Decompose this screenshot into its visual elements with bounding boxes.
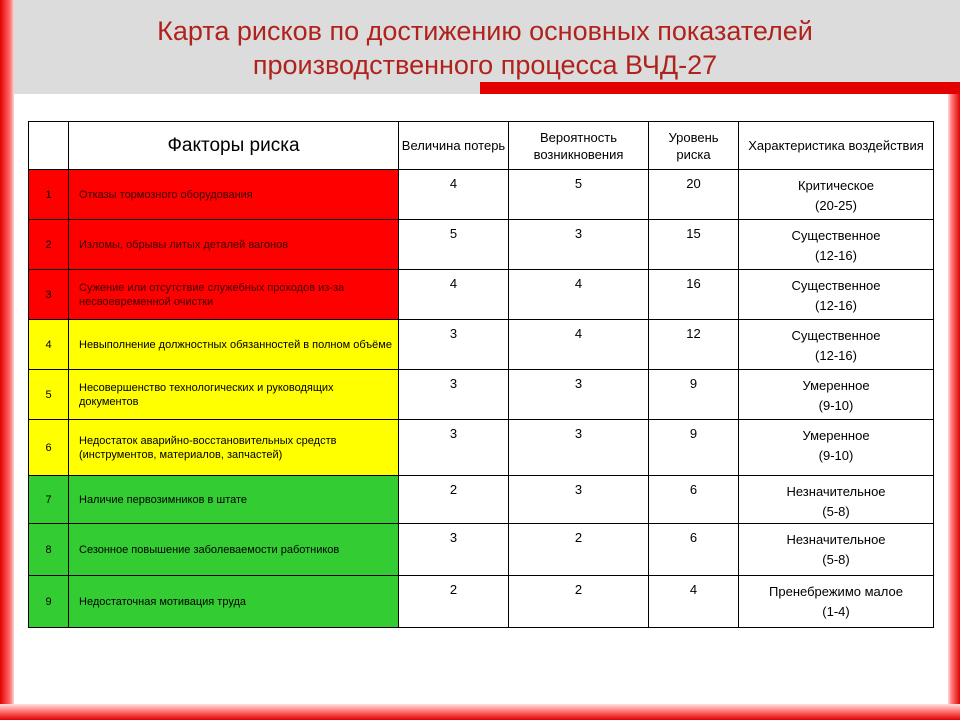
risk-level-value: 4 <box>649 576 739 628</box>
impact-range: (1-4) <box>822 604 850 619</box>
impact-label: Критическое <box>797 178 875 193</box>
risk-table <box>28 121 934 628</box>
impact-range: (5-8) <box>822 504 850 519</box>
risk-level-value: 16 <box>649 270 739 320</box>
impact-label: Умеренное <box>802 378 870 393</box>
probability-value: 4 <box>509 270 649 320</box>
risk-factor: Сужение или отсутствие служебных проходов из-за несвоевременной очистки <box>69 270 399 320</box>
table-row <box>29 576 934 628</box>
impact-label: Существенное <box>791 278 881 293</box>
risk-factor: Невыполнение должностных обязанностей в полном объёме <box>69 320 399 370</box>
header-probability: Вероятность возникновения <box>509 122 649 170</box>
impact-characteristic <box>739 476 934 524</box>
impact-range: (9-10) <box>818 398 854 413</box>
impact-range: (12-16) <box>815 348 857 363</box>
impact-characteristic <box>739 270 934 320</box>
impact-label: Незначительное <box>786 484 886 499</box>
probability-value: 4 <box>509 320 649 370</box>
impact-characteristic <box>739 170 934 220</box>
risk-factor: Недостаточная мотивация труда <box>69 576 399 628</box>
impact-range: (5-8) <box>822 552 850 567</box>
risk-level-value: 6 <box>649 524 739 576</box>
impact-characteristic <box>739 220 934 270</box>
impact-characteristic <box>739 370 934 420</box>
probability-value: 3 <box>509 220 649 270</box>
row-number: 1 <box>29 170 69 220</box>
probability-value: 5 <box>509 170 649 220</box>
header-white-gap <box>14 94 948 100</box>
header-level: Уровень риска <box>649 122 739 170</box>
header-factor: Факторы риска <box>69 122 399 170</box>
left-red-border <box>0 0 14 720</box>
risk-factor: Наличие первозимников в штате <box>69 476 399 524</box>
risk-level-value: 20 <box>649 170 739 220</box>
risk-level-value: 9 <box>649 420 739 476</box>
impact-range: (9-10) <box>818 448 854 463</box>
header-impact: Характеристика воздействия <box>739 122 934 170</box>
loss-value: 4 <box>399 270 509 320</box>
loss-value: 3 <box>399 370 509 420</box>
risk-factor: Недостаток аварийно-восстановительных средств (инструментов, материалов, запчастей) <box>69 420 399 476</box>
probability-value: 2 <box>509 524 649 576</box>
impact-label: Существенное <box>791 228 881 243</box>
impact-range: (12-16) <box>815 248 857 263</box>
loss-value: 2 <box>399 576 509 628</box>
table-row <box>29 220 934 270</box>
bottom-red-border <box>0 704 960 720</box>
row-number: 2 <box>29 220 69 270</box>
impact-label: Незначительное <box>786 532 886 547</box>
impact-characteristic <box>739 524 934 576</box>
loss-value: 3 <box>399 524 509 576</box>
row-number: 6 <box>29 420 69 476</box>
table-row <box>29 170 934 220</box>
header-num <box>29 122 69 170</box>
row-number: 3 <box>29 270 69 320</box>
risk-factor: Отказы тормозного оборудования <box>69 170 399 220</box>
header-red-stripe <box>480 82 960 94</box>
risk-level-value: 9 <box>649 370 739 420</box>
loss-value: 2 <box>399 476 509 524</box>
table-row <box>29 320 934 370</box>
probability-value: 3 <box>509 420 649 476</box>
loss-value: 5 <box>399 220 509 270</box>
table-row <box>29 270 934 320</box>
loss-value: 4 <box>399 170 509 220</box>
risk-factor: Сезонное повышение заболеваемости работников <box>69 524 399 576</box>
impact-characteristic <box>739 420 934 476</box>
row-number: 8 <box>29 524 69 576</box>
impact-label: Умеренное <box>802 428 870 443</box>
table-row <box>29 420 934 476</box>
risk-level-value: 6 <box>649 476 739 524</box>
row-number: 4 <box>29 320 69 370</box>
risk-level-value: 15 <box>649 220 739 270</box>
right-red-border <box>948 94 960 720</box>
loss-value: 3 <box>399 320 509 370</box>
risk-factor: Изломы, обрывы литых деталей вагонов <box>69 220 399 270</box>
title-line-2: производственного процесса ВЧД-27 <box>252 50 718 80</box>
risk-table-body <box>29 170 934 628</box>
risk-factor: Несовершенство технологических и руководящих документов <box>69 370 399 420</box>
impact-label: Существенное <box>791 328 881 343</box>
header-loss: Величина потерь <box>399 122 509 170</box>
impact-range: (20-25) <box>815 198 857 213</box>
title-line-1: Карта рисков по достижению основных показателей <box>157 16 813 46</box>
probability-value: 3 <box>509 370 649 420</box>
impact-label: Пренебрежимо малое <box>769 584 903 599</box>
row-number: 5 <box>29 370 69 420</box>
loss-value: 3 <box>399 420 509 476</box>
impact-characteristic <box>739 576 934 628</box>
page-title <box>20 14 950 82</box>
table-row <box>29 370 934 420</box>
impact-characteristic <box>739 320 934 370</box>
probability-value: 3 <box>509 476 649 524</box>
probability-value: 2 <box>509 576 649 628</box>
risk-level-value: 12 <box>649 320 739 370</box>
table-header-row <box>29 122 934 170</box>
impact-range: (12-16) <box>815 298 857 313</box>
row-number: 7 <box>29 476 69 524</box>
table-row <box>29 524 934 576</box>
table-row <box>29 476 934 524</box>
row-number: 9 <box>29 576 69 628</box>
